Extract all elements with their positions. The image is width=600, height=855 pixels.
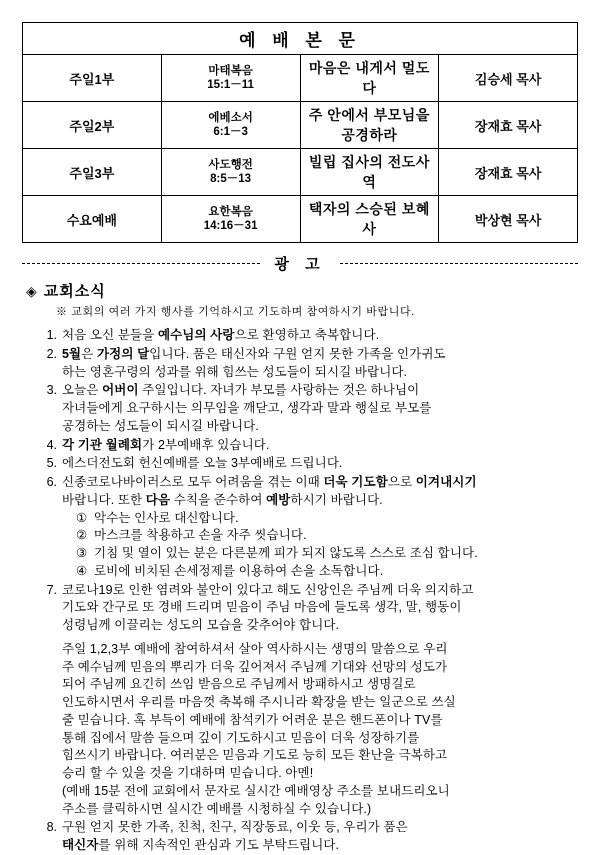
item-body bbox=[62, 346, 570, 382]
scripture-reference bbox=[161, 55, 300, 102]
item-line: 구원 얻지 못한 가족, 친척, 친구, 직장동료, 이웃 등, 우리가 품은 bbox=[62, 820, 408, 835]
worship-table-title-cell bbox=[23, 23, 578, 55]
worship-encouragement-paragraph bbox=[62, 641, 570, 783]
scripture-book: 사도행전 bbox=[208, 158, 253, 171]
sub-item-marker: ② bbox=[76, 528, 88, 543]
sermon-title: 마음은 내게서 멀도다 bbox=[300, 55, 439, 102]
item-line: 오늘은 어버이 주일입니다. 자녀가 부모를 사랑하는 것은 하나님이 bbox=[62, 383, 420, 398]
item-line: 하는 영혼구령의 성과를 위해 힘쓰는 성도들이 되시길 바랍니다. bbox=[62, 364, 408, 379]
item-number: 1. bbox=[46, 328, 57, 342]
service-name: 주일3부 bbox=[23, 149, 162, 196]
preacher-name: 장재효 목사 bbox=[439, 149, 578, 196]
worship-table-title: 예 배 본 문 bbox=[239, 31, 361, 50]
item-line: 힘쓰시기 바랍니다. 여러분은 믿음과 기도로 능히 모든 환난을 극복하고 bbox=[62, 748, 448, 763]
item-number: 8. bbox=[46, 820, 57, 835]
item-body bbox=[62, 819, 570, 855]
scripture-book: 요한복음 bbox=[208, 205, 253, 218]
item-number: 3. bbox=[46, 383, 57, 398]
scripture-verse: 8:5－13 bbox=[210, 173, 252, 185]
sub-item-text: 악수는 인사로 대신합니다. bbox=[94, 510, 239, 525]
service-name: 수요예배 bbox=[23, 196, 162, 243]
item-body bbox=[62, 455, 570, 473]
item-number: 2. bbox=[46, 346, 57, 361]
service-name: 주일2부 bbox=[23, 102, 162, 149]
divider-line-left bbox=[22, 263, 260, 264]
list-item bbox=[40, 455, 570, 473]
list-item bbox=[40, 474, 570, 581]
item-line: 바랍니다. 또한 다음 수칙을 준수하여 예방하시기 바랍니다. bbox=[62, 492, 383, 507]
item-line: (예배 15분 전에 교회에서 문자로 실시간 예배영상 주소를 보내드리오니 bbox=[62, 783, 450, 798]
scripture-reference bbox=[161, 196, 300, 243]
item-line: 코로나19로 인한 염려와 불안이 있다고 해도 신앙인은 주님께 더욱 의지하고 bbox=[62, 582, 474, 597]
diamond-icon: ◈ bbox=[26, 283, 37, 299]
list-item bbox=[76, 545, 570, 563]
item-body bbox=[62, 327, 570, 345]
item-line: 승리 할 수 있을 것을 기대하며 믿습니다. 아멘! bbox=[62, 766, 314, 780]
item-line: 성령님께 이끌리는 성도의 모습을 갖추어야 합니다. bbox=[62, 618, 340, 632]
scripture-verse: 6:1－3 bbox=[213, 126, 248, 138]
item-line: 에스더전도회 헌신예배를 오늘 3부예배로 드립니다. bbox=[62, 456, 343, 471]
table-row bbox=[23, 102, 578, 149]
item-body bbox=[62, 474, 570, 581]
item-line: 되어 주님께 요긴히 쓰임 받음으로 주님께서 방패하시고 생명길로 bbox=[62, 677, 416, 692]
sermon-title: 빌립 집사의 전도사역 bbox=[300, 149, 439, 196]
preacher-name: 김승세 목사 bbox=[439, 55, 578, 102]
worship-table bbox=[22, 22, 578, 243]
item-line: 통해 집에서 말씀 들으며 깊이 기도하시고 믿음이 더욱 성장하기를 bbox=[62, 730, 420, 745]
divider-label: 광 고 bbox=[274, 256, 326, 273]
item-line: 각 기관 월례회가 2부예배후 있습니다. bbox=[62, 437, 270, 452]
table-row bbox=[23, 149, 578, 196]
list-item bbox=[40, 346, 570, 382]
item-body bbox=[62, 437, 570, 455]
list-item bbox=[40, 819, 570, 855]
list-item bbox=[40, 582, 570, 819]
item-line: 인도하시면서 우리를 마음껏 축복해 주시니라 확장을 받는 일군으로 쓰실 bbox=[62, 695, 456, 709]
section-title: 교회소식 bbox=[43, 283, 106, 300]
scripture-verse: 15:1－11 bbox=[207, 79, 254, 91]
announcement-divider bbox=[22, 253, 578, 274]
item-line: 5월은 가정의 달입니다. 품은 태신자와 구원 얻지 못한 가족을 인가귀도 bbox=[62, 346, 446, 361]
item-line: 주일 1,2,3부 예배에 참여하셔서 살아 역사하시는 생명의 말씀으로 우리 bbox=[62, 641, 448, 656]
list-item bbox=[76, 527, 570, 545]
item-number: 6. bbox=[46, 475, 57, 489]
scripture-reference bbox=[161, 102, 300, 149]
scripture-book: 마태복음 bbox=[208, 64, 253, 77]
prevention-sub-list bbox=[62, 510, 570, 581]
item-line: 공경하는 성도들이 되시길 바랍니다. bbox=[62, 418, 259, 433]
item-line: 주 예수님께 믿음의 뿌리가 더욱 깊어져서 주님께 기대와 선망의 성도가 bbox=[62, 659, 448, 674]
list-item bbox=[40, 327, 570, 345]
church-news-heading bbox=[26, 280, 578, 301]
list-item bbox=[40, 382, 570, 435]
item-number: 4. bbox=[46, 437, 57, 452]
item-number: 7. bbox=[46, 582, 57, 597]
item-body bbox=[62, 582, 570, 819]
service-name: 주일1부 bbox=[23, 55, 162, 102]
item-line: 자녀들에게 요구하시는 의무임을 깨닫고, 생각과 말과 행실로 부모를 bbox=[62, 401, 432, 415]
scripture-verse: 14:16－31 bbox=[203, 220, 258, 232]
item-line: 처음 오신 분들을 예수님의 사랑으로 환영하고 축복합니다. bbox=[62, 328, 380, 342]
scripture-book: 에베소서 bbox=[208, 111, 253, 124]
list-item bbox=[76, 510, 570, 528]
sub-item-text: 기침 및 열이 있는 분은 다른분께 피가 되지 않도록 스스로 조심 합니다. bbox=[94, 546, 478, 560]
item-line: 태신자를 위해 지속적인 관심과 기도 부탁드립니다. bbox=[62, 838, 340, 852]
announcement-list bbox=[22, 327, 578, 855]
item-line: 주소를 클릭하시면 실시간 예배를 시청하실 수 있습니다.) bbox=[62, 801, 372, 816]
preacher-name: 장재효 목사 bbox=[439, 102, 578, 149]
online-worship-note bbox=[62, 783, 570, 819]
sub-item-marker: ③ bbox=[76, 546, 88, 560]
table-row bbox=[23, 196, 578, 243]
table-row bbox=[23, 55, 578, 102]
sub-item-text: 로비에 비치된 손세정제를 이용하여 손을 소독합니다. bbox=[94, 563, 384, 578]
sub-item-text: 마스크를 착용하고 손을 자주 씻습니다. bbox=[94, 528, 307, 543]
divider-line-right bbox=[340, 263, 578, 264]
sub-item-marker: ① bbox=[76, 510, 88, 525]
item-body bbox=[62, 382, 570, 435]
item-line: 줄 믿습니다. 혹 부득이 예배에 참석키가 어려운 분은 핸드폰이나 TV를 bbox=[62, 712, 443, 727]
list-item bbox=[76, 563, 570, 581]
sermon-title: 택자의 스승된 보혜사 bbox=[300, 196, 439, 243]
item-line: 신종코로나바이러스로 모두 어려움을 겪는 이때 더욱 기도함으로 이겨내시기 bbox=[62, 475, 477, 489]
list-item bbox=[40, 437, 570, 455]
worship-table-title-row bbox=[23, 23, 578, 55]
item-number: 5. bbox=[46, 456, 57, 471]
preacher-name: 박상현 목사 bbox=[439, 196, 578, 243]
sub-item-marker: ④ bbox=[76, 563, 88, 578]
sermon-title: 주 안에서 부모님을 공경하라 bbox=[300, 102, 439, 149]
scripture-reference bbox=[161, 149, 300, 196]
item-line: 기도와 간구로 또 경배 드리며 믿음이 주님 마음에 들도록 생각, 말, 행동이 bbox=[62, 600, 462, 615]
section-note: ※ 교회의 여러 가지 행사를 기억하시고 기도하며 참여하시기 바랍니다. bbox=[56, 306, 415, 318]
